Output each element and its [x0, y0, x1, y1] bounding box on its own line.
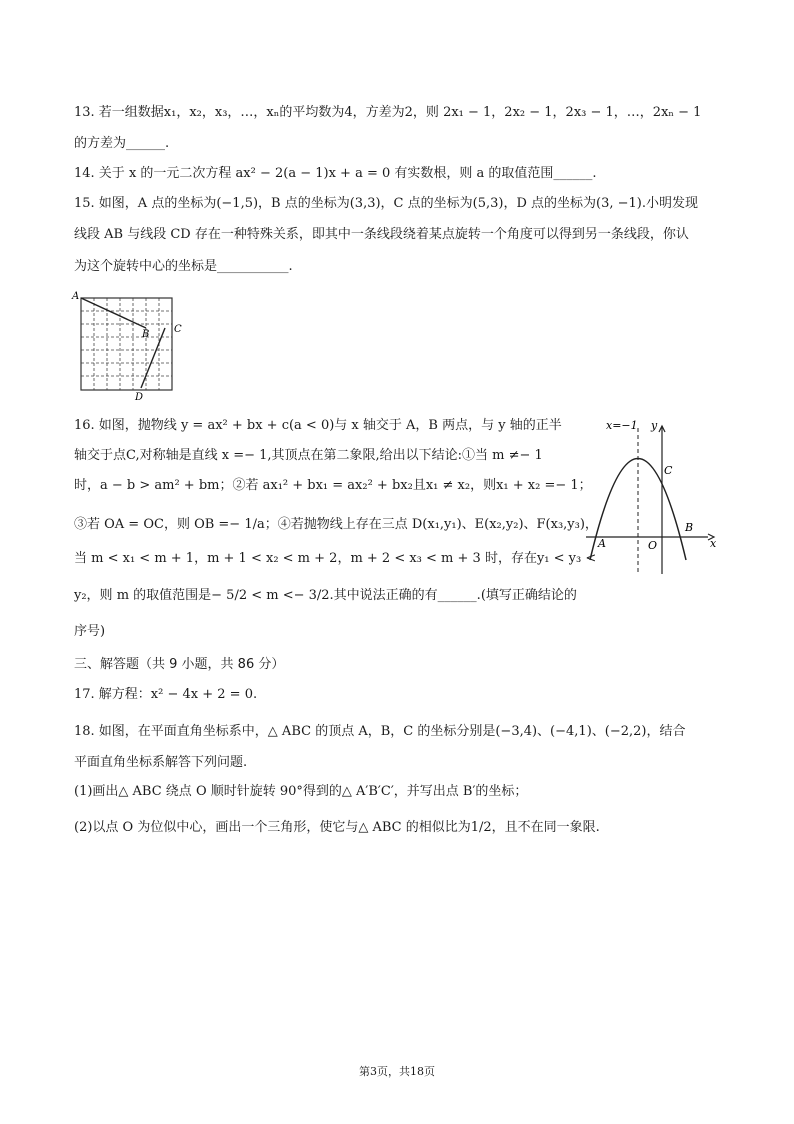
q16-line6: y₂，则 m 的取值范围是− 5/2 < m <− 3/2.其中说法正确的有______.(填写正确结论的 [74, 588, 577, 603]
label-a: A [598, 537, 606, 550]
q16-line7: 序号) [74, 624, 106, 639]
label-b: B [685, 521, 694, 534]
symmetry-axis-label: x=−1 [606, 419, 638, 432]
segment-ab [81, 298, 146, 328]
label-b: B [142, 329, 150, 340]
q16-line2: 轴交于点C,对称轴是直线 x =− 1,其顶点在第二象限,给出以下结论:①当 m ≠− 1 [74, 448, 543, 463]
q18-line4: (2)以点 O 为位似中心，画出一个三角形，使它与△ ABC 的相似比为1/2，且不在同一象限. [74, 820, 600, 835]
label-o: O [648, 539, 658, 552]
q18-line2: 平面直角坐标系解答下列问题. [74, 755, 248, 770]
label-y: y [651, 419, 658, 432]
q15-line2: 线段 AB 与线段 CD 存在一种特殊关系，即其中一条线段绕着某点旋转一个角度可以得到另一条线段，你认 [74, 227, 689, 242]
section-heading: 三、解答题（共 9 小题，共 86 分） [74, 657, 285, 672]
q14-line1: 14. 关于 x 的一元二次方程 ax² − 2(a − 1)x + a = 0 有实数根，则 a 的取值范围______. [74, 166, 597, 181]
q13-line2: 的方差为______. [74, 136, 170, 151]
label-c: C [664, 464, 673, 477]
q13-line1: 13. 若一组数据x₁，x₂，x₃，…，xₙ的平均数为4，方差为2，则 2x₁ − 1，2x₂ − 1，2x₃ − 1，…，2xₙ − 1 [74, 105, 702, 120]
label-a: A [72, 291, 80, 302]
q16-parabola-figure [578, 412, 728, 580]
label-c: C [174, 324, 182, 335]
q15-line3: 为这个旋转中心的坐标是___________. [74, 259, 293, 274]
q16-line1: 16. 如图，抛物线 y = ax² + bx + c(a < 0)与 x 轴交于 A，B 两点，与 y 轴的正半 [74, 418, 562, 433]
q15-grid-figure [70, 288, 190, 402]
q16-line4: ③若 OA = OC，则 OB =− 1/a；④若抛物线上存在三点 D(x₁,y₁)、E(x₂,y₂)、F(x₃,y₃)， [74, 517, 598, 532]
label-x: x [710, 537, 717, 550]
q16-line5: 当 m < x₁ < m + 1，m + 1 < x₂ < m + 2，m + 2 < x₃ < m + 3 时，存在y₁ < y₃ < [74, 551, 597, 566]
q18-line1: 18. 如图，在平面直角坐标系中，△ ABC 的顶点 A，B，C 的坐标分别是(−3,4)、(−4,1)、(−2,2)，结合 [74, 724, 686, 739]
q15-line1: 15. 如图，A 点的坐标为(−1,5)，B 点的坐标为(3,3)，C 点的坐标为(5,3)，D 点的坐标为(3, −1).小明发现 [74, 196, 698, 211]
q16-line3: 时，a − b > am² + bm；②若 ax₁² + bx₁ = ax₂² + bx₂且x₁ ≠ x₂，则x₁ + x₂ =− 1； [74, 478, 592, 493]
page-footer: 第3页，共18页 [359, 1065, 435, 1078]
q18-line3: (1)画出△ ABC 绕点 O 顺时针旋转 90°得到的△ A′B′C′，并写出点 B′的坐标； [74, 784, 528, 799]
label-d: D [135, 392, 144, 403]
q17-line1: 17. 解方程：x² − 4x + 2 = 0. [74, 687, 258, 702]
